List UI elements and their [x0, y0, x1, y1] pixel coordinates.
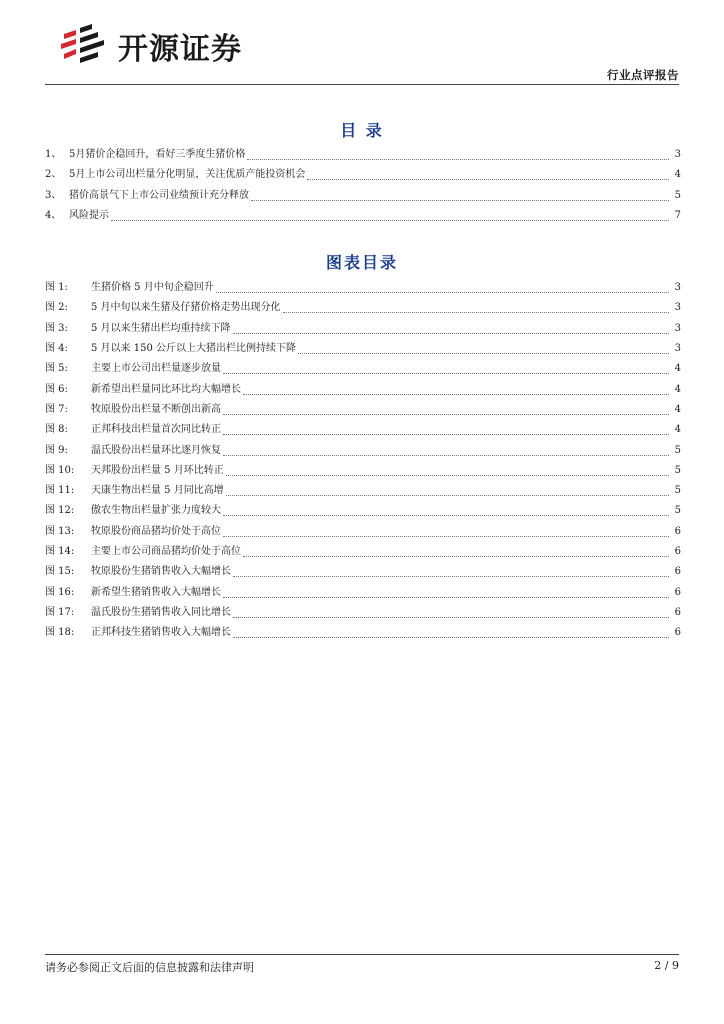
figure-item-number: 图 1:: [45, 282, 68, 294]
toc-item[interactable]: [45, 145, 681, 165]
toc-item-number: 2、: [45, 169, 62, 181]
figure-item[interactable]: [45, 501, 681, 521]
figure-item-page: 4: [674, 403, 681, 415]
figure-item[interactable]: [45, 298, 681, 318]
leader-dots: [111, 219, 669, 221]
toc-item-page: 5: [674, 189, 681, 201]
figure-item-page: 6: [674, 586, 681, 598]
toc-list: [45, 145, 681, 226]
figure-item[interactable]: [45, 440, 681, 460]
toc-item[interactable]: [45, 186, 681, 206]
figure-item-page: 3: [674, 282, 681, 294]
figures-list: [45, 278, 681, 643]
leader-dots: [283, 311, 669, 313]
toc-item-text: 5月猪价企稳回升，看好三季度生猪价格: [69, 149, 246, 161]
logo-text: 开源证券: [118, 32, 242, 67]
figure-item-number: 图 13:: [45, 525, 75, 537]
figure-item-text: 5 月以来 150 公斤以上大猪出栏比例持续下降: [91, 343, 296, 355]
leader-dots: [223, 535, 669, 537]
leader-dots: [223, 454, 669, 456]
figure-item-page: 3: [674, 322, 681, 334]
toc-item-text: 5月上市公司出栏量分化明显，关注优质产能投资机会: [69, 169, 306, 181]
figure-item-number: 图 4:: [45, 343, 68, 355]
figure-item-text: 生猪价格 5 月中旬企稳回升: [91, 282, 214, 294]
figure-item-text: 5 月以来生猪出栏均重持续下降: [91, 322, 231, 334]
figure-item-number: 图 12:: [45, 505, 75, 517]
figure-item-page: 4: [674, 363, 681, 375]
toc-item-text: 猪价高景气下上市公司业绩预计充分释放: [69, 189, 249, 201]
figure-item[interactable]: [45, 623, 681, 643]
toc-item[interactable]: [45, 165, 681, 185]
figure-item-text: 温氏股份生猪销售收入同比增长: [91, 606, 231, 618]
figure-item[interactable]: [45, 603, 681, 623]
header-divider: [45, 84, 679, 85]
figure-item-number: 图 17:: [45, 606, 75, 618]
figure-item-text: 正邦科技出栏量首次同比转正: [91, 424, 221, 436]
leader-dots: [233, 616, 669, 618]
figure-item[interactable]: [45, 319, 681, 339]
toc-item-page: 3: [674, 149, 681, 161]
leader-dots: [251, 199, 669, 201]
figure-item-text: 天康生物出栏量 5 月同比高增: [91, 485, 224, 497]
figure-item[interactable]: [45, 461, 681, 481]
figure-item-number: 图 3:: [45, 322, 68, 334]
figure-item-text: 牧原股份商品猪均价处于高位: [91, 525, 221, 537]
figure-item[interactable]: [45, 542, 681, 562]
leader-dots: [243, 393, 669, 395]
figure-item-page: 3: [674, 343, 681, 355]
leader-dots: [226, 494, 669, 496]
leader-dots: [243, 555, 669, 557]
figure-item-page: 4: [674, 383, 681, 395]
figure-item-text: 天邦股份出栏量 5 月环比转正: [91, 464, 224, 476]
leader-dots: [223, 433, 669, 435]
figure-item-text: 牧原股份生猪销售收入大幅增长: [91, 566, 231, 578]
leader-dots: [216, 291, 669, 293]
figure-item[interactable]: [45, 562, 681, 582]
leader-dots: [223, 413, 669, 415]
figure-item-number: 图 16:: [45, 586, 75, 598]
figure-item[interactable]: [45, 359, 681, 379]
figure-item-page: 5: [674, 485, 681, 497]
leader-dots: [226, 474, 669, 476]
figure-item-number: 图 6:: [45, 383, 68, 395]
footer-divider: [45, 954, 679, 955]
toc-item-text: 风险提示: [69, 210, 109, 222]
toc-title: 目 录: [340, 121, 384, 140]
figure-item-number: 图 8:: [45, 424, 68, 436]
leader-dots: [223, 514, 669, 516]
figure-item-page: 5: [674, 464, 681, 476]
figure-item-number: 图 11:: [45, 485, 75, 497]
leader-dots: [233, 332, 669, 334]
figure-item-text: 牧原股份出栏量不断创出新高: [91, 403, 221, 415]
toc-item-page: 4: [674, 169, 681, 181]
leader-dots: [247, 158, 669, 160]
figure-item[interactable]: [45, 379, 681, 399]
figure-item-page: 6: [674, 546, 681, 557]
figure-item-number: 图 15:: [45, 566, 75, 578]
figure-item[interactable]: [45, 481, 681, 501]
leader-dots: [223, 372, 669, 374]
figure-item-page: 6: [674, 606, 681, 618]
figure-item-text: 新希望出栏量同比环比均大幅增长: [91, 383, 241, 395]
figures-title: 图表目录: [325, 253, 398, 272]
toc-item[interactable]: [45, 206, 681, 226]
toc-item-number: 3、: [45, 189, 62, 201]
figure-item-number: 图 9:: [45, 444, 68, 456]
leader-dots: [307, 178, 669, 180]
company-logo: [58, 20, 278, 68]
figure-item-text: 新希望生猪销售收入大幅增长: [91, 586, 221, 598]
figure-item-number: 图 5:: [45, 363, 68, 375]
leader-dots: [233, 575, 669, 577]
figure-item-page: 5: [674, 444, 681, 456]
figure-item-page: 4: [674, 424, 681, 436]
figure-item-text: 正邦科技生猪销售收入大幅增长: [91, 627, 231, 639]
leader-dots: [233, 636, 669, 638]
figure-item-page: 3: [674, 302, 681, 314]
toc-item-number: 4、: [45, 210, 62, 222]
leader-dots: [298, 352, 669, 354]
figure-item-number: 图 10:: [45, 464, 75, 476]
figure-item[interactable]: [45, 400, 681, 420]
figure-item-text: 5 月中旬以来生猪及仔猪价格走势出现分化: [91, 302, 281, 314]
figure-item-number: 图 14:: [45, 546, 75, 557]
figure-item-page: 6: [674, 566, 681, 578]
figure-item[interactable]: [45, 339, 681, 359]
figure-item[interactable]: [45, 278, 681, 298]
figure-item-number: 图 18:: [45, 627, 75, 639]
figure-item-text: 主要上市公司商品猪均价处于高位: [91, 546, 241, 557]
toc-item-number: 1、: [45, 149, 62, 161]
toc-item-page: 7: [674, 210, 681, 222]
logo-mark-icon: [58, 22, 110, 66]
footer-disclaimer: 请务必参阅正文后面的信息披露和法律声明: [45, 961, 254, 974]
figure-item[interactable]: [45, 420, 681, 440]
figure-item-page: 5: [674, 505, 681, 517]
figure-item-text: 温氏股份出栏量环比逐月恢复: [91, 444, 221, 456]
figure-item-text: 傲农生物出栏量扩张力度较大: [91, 505, 221, 517]
leader-dots: [223, 596, 669, 598]
report-type-label: 行业点评报告: [607, 68, 679, 82]
page-indicator: 2 / 9: [654, 959, 679, 972]
figure-item-number: 图 2:: [45, 302, 68, 314]
figure-item[interactable]: [45, 582, 681, 602]
figure-item-text: 主要上市公司出栏量逐步放量: [91, 363, 221, 375]
figure-item-page: 6: [674, 525, 681, 537]
figure-item-number: 图 7:: [45, 403, 68, 415]
figure-item[interactable]: [45, 522, 681, 542]
figure-item-page: 6: [674, 627, 681, 639]
